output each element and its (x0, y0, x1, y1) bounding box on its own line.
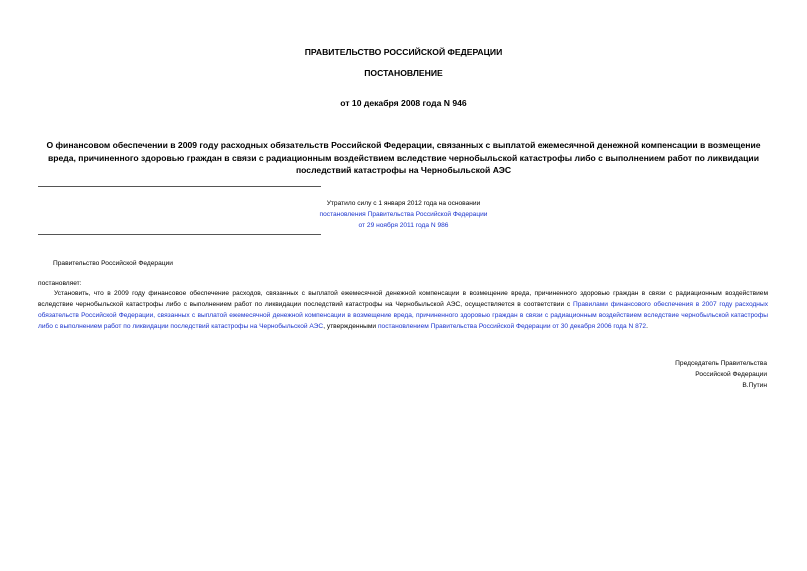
document-type: ПОСТАНОВЛЕНИЕ (364, 68, 443, 78)
signature-position-org: Российской Федерации (695, 371, 767, 378)
issuing-authority: ПРАВИТЕЛЬСТВО РОССИЙСКОЙ ФЕДЕРАЦИИ (304, 47, 503, 57)
decree-872-link[interactable]: постановлением Правительства Российской Федерации от 30 декабря 2006 года N 872 (377, 323, 647, 330)
status-note-text: Утратило силу с 1 января 2012 года на основании (326, 200, 481, 207)
paragraph-text-mid: , утвержденными (323, 323, 377, 330)
status-note (0, 198, 807, 231)
signature-position: Председатель Правительства (675, 360, 767, 367)
document-title: О финансовом обеспечении в 2009 году расходных обязательств Российской Федерации, связанных с выплатой ежемесячной денежной компенсации в возмещение вреда, причиненного здоровью граждан в связи с радиационным воздействием вследствие чернобыльской катастрофы либо с выполнением работ по ликвидации последствий катастрофы на Чернобыльской АЭС (46, 140, 761, 175)
government-label: Правительство Российской Федерации (53, 260, 173, 267)
divider-bottom (38, 234, 321, 235)
divider-top (38, 186, 321, 187)
document-date: от 10 декабря 2008 года N 946 (340, 98, 467, 108)
main-paragraph (38, 288, 768, 332)
paragraph-text-start: Установить, что в 2009 году финансовое обеспечение расходов, связанных с выплатой ежемесячной денежной компенсации в возмещение вреда, причиненного здоровью граждан в связи с радиационным воздействием вследствие чернобыльской катастрофы либо с выполнением работ по ликвидации последствий катастрофы на Чернобыльской АЭС, осуществляется в соответствии с (38, 290, 768, 308)
decrees-label: постановляет: (38, 280, 82, 287)
signature-name: В.Путин (742, 382, 767, 389)
signature-block (675, 358, 767, 391)
status-note-link-date[interactable]: от 29 ноября 2011 года N 986 (358, 222, 449, 229)
rules-link[interactable]: Правилами финансового обеспечения в 2007 году расходных обязательств Российской Федерации, связанных с выплатой ежемесячной денежной компенсации в возмещение вреда, причиненного здоровью граждан в связи с радиационным воздействием вследствие чернобыльской катастрофы либо с выполнением работ по ликвидации последствий катастрофы на Чернобыльской АЭС (38, 301, 768, 330)
paragraph-text-end: . (646, 323, 648, 330)
status-note-link-decree[interactable]: постановления Правительства Российской Федерации (319, 211, 488, 218)
